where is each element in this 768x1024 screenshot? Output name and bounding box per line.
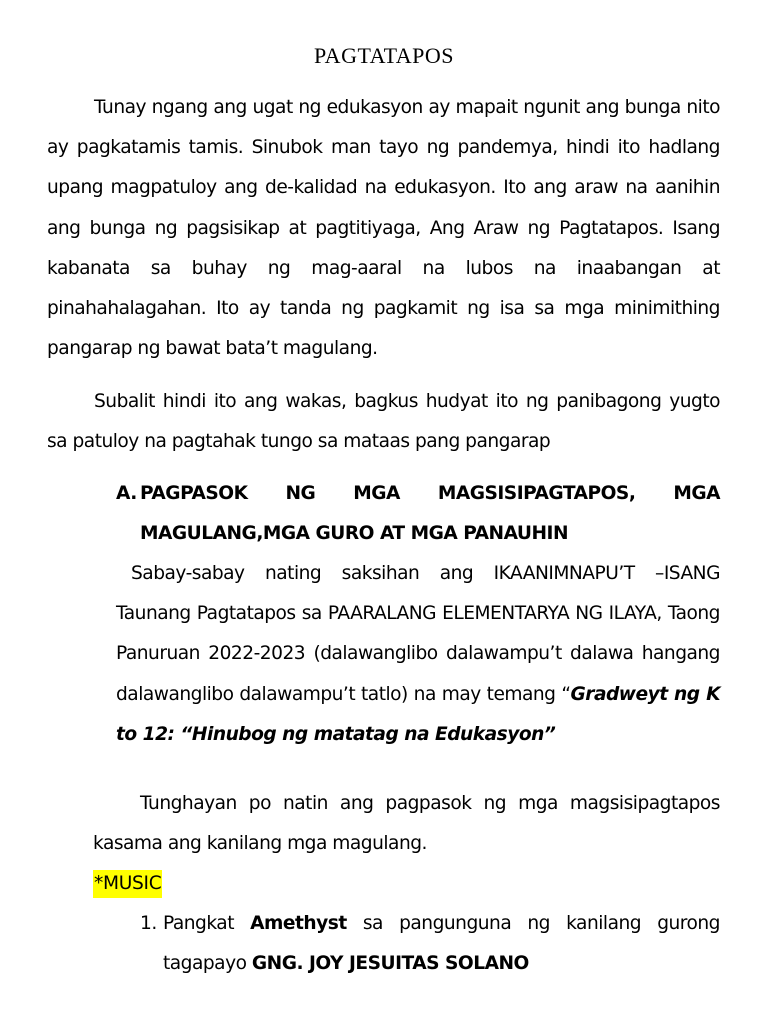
document-title: PAGTATAPOS	[313, 43, 455, 68]
list-item-middle: sa pangunguna ng kanilang gurong tagapayo	[163, 913, 720, 975]
section-a-letter: A.	[116, 483, 137, 504]
section-a-heading	[116, 474, 720, 554]
list-item-text	[163, 904, 720, 984]
group-name: Amethyst	[250, 913, 347, 934]
intro-paragraph: Tunay ngang ang ugat ng edukasyon ay mapait ngunit ang bunga nito ay pagkatamis tamis. Sinubok man tayo ng pandemya, hindi ito hadlang upang magpatuloy ang de-kalidad na edukasyon. Ito ang araw na aanihin ang bunga ng pagsisikap at pagtitiyaga, Ang Araw ng Pagtatapos. Isang kabanata sa buhay ng mag-aaral na lubos na inaabangan at pinahahalagahan. Ito ay tanda ng pagkamit ng isa sa mga minimithing pangarap ng bawat bata’t magulang.	[47, 97, 720, 360]
list-item-prefix: Pangkat	[163, 913, 251, 934]
second-paragraph: Subalit hindi ito ang wakas, bagkus hudyat ito ng panibagong yugto sa patuloy na pagtahak tungo sa mataas pang pangarap	[47, 391, 720, 453]
theme-text: Gradweyt ng K to 12: “Hinubog ng matatag na Edukasyon	[116, 683, 720, 745]
section-a-body-text: Sabay-sabay nating saksihan ang IKAANIMNAPU’T –ISANG Taunang Pagtatapos sa PAARALANG ELEMENTARYA NG ILAYA, Taong Panuruan 2022-2023 (dalawanglibo dalawampu’t dalawa hangang dalawanglibo dalawampu’t tatlo) na may temang “	[116, 563, 720, 705]
list-item-number: 1.	[140, 913, 157, 934]
list-item	[140, 904, 720, 984]
theme-close-quote: ”	[543, 723, 556, 745]
section-a-heading-text: PAGPASOK NG MGA MAGSISIPAGTAPOS, MGA MAGULANG,MGA GURO AT MGA PANAUHIN	[140, 483, 720, 544]
entrance-paragraph: Tunghayan po natin ang pagpasok ng mga magsisipagtapos kasama ang kanilang mga magulang.	[93, 793, 720, 855]
section-a-body	[116, 554, 720, 755]
music-cue-label: *MUSIC	[93, 870, 162, 898]
adviser-name: GNG. JOY JESUITAS SOLANO	[251, 953, 529, 975]
